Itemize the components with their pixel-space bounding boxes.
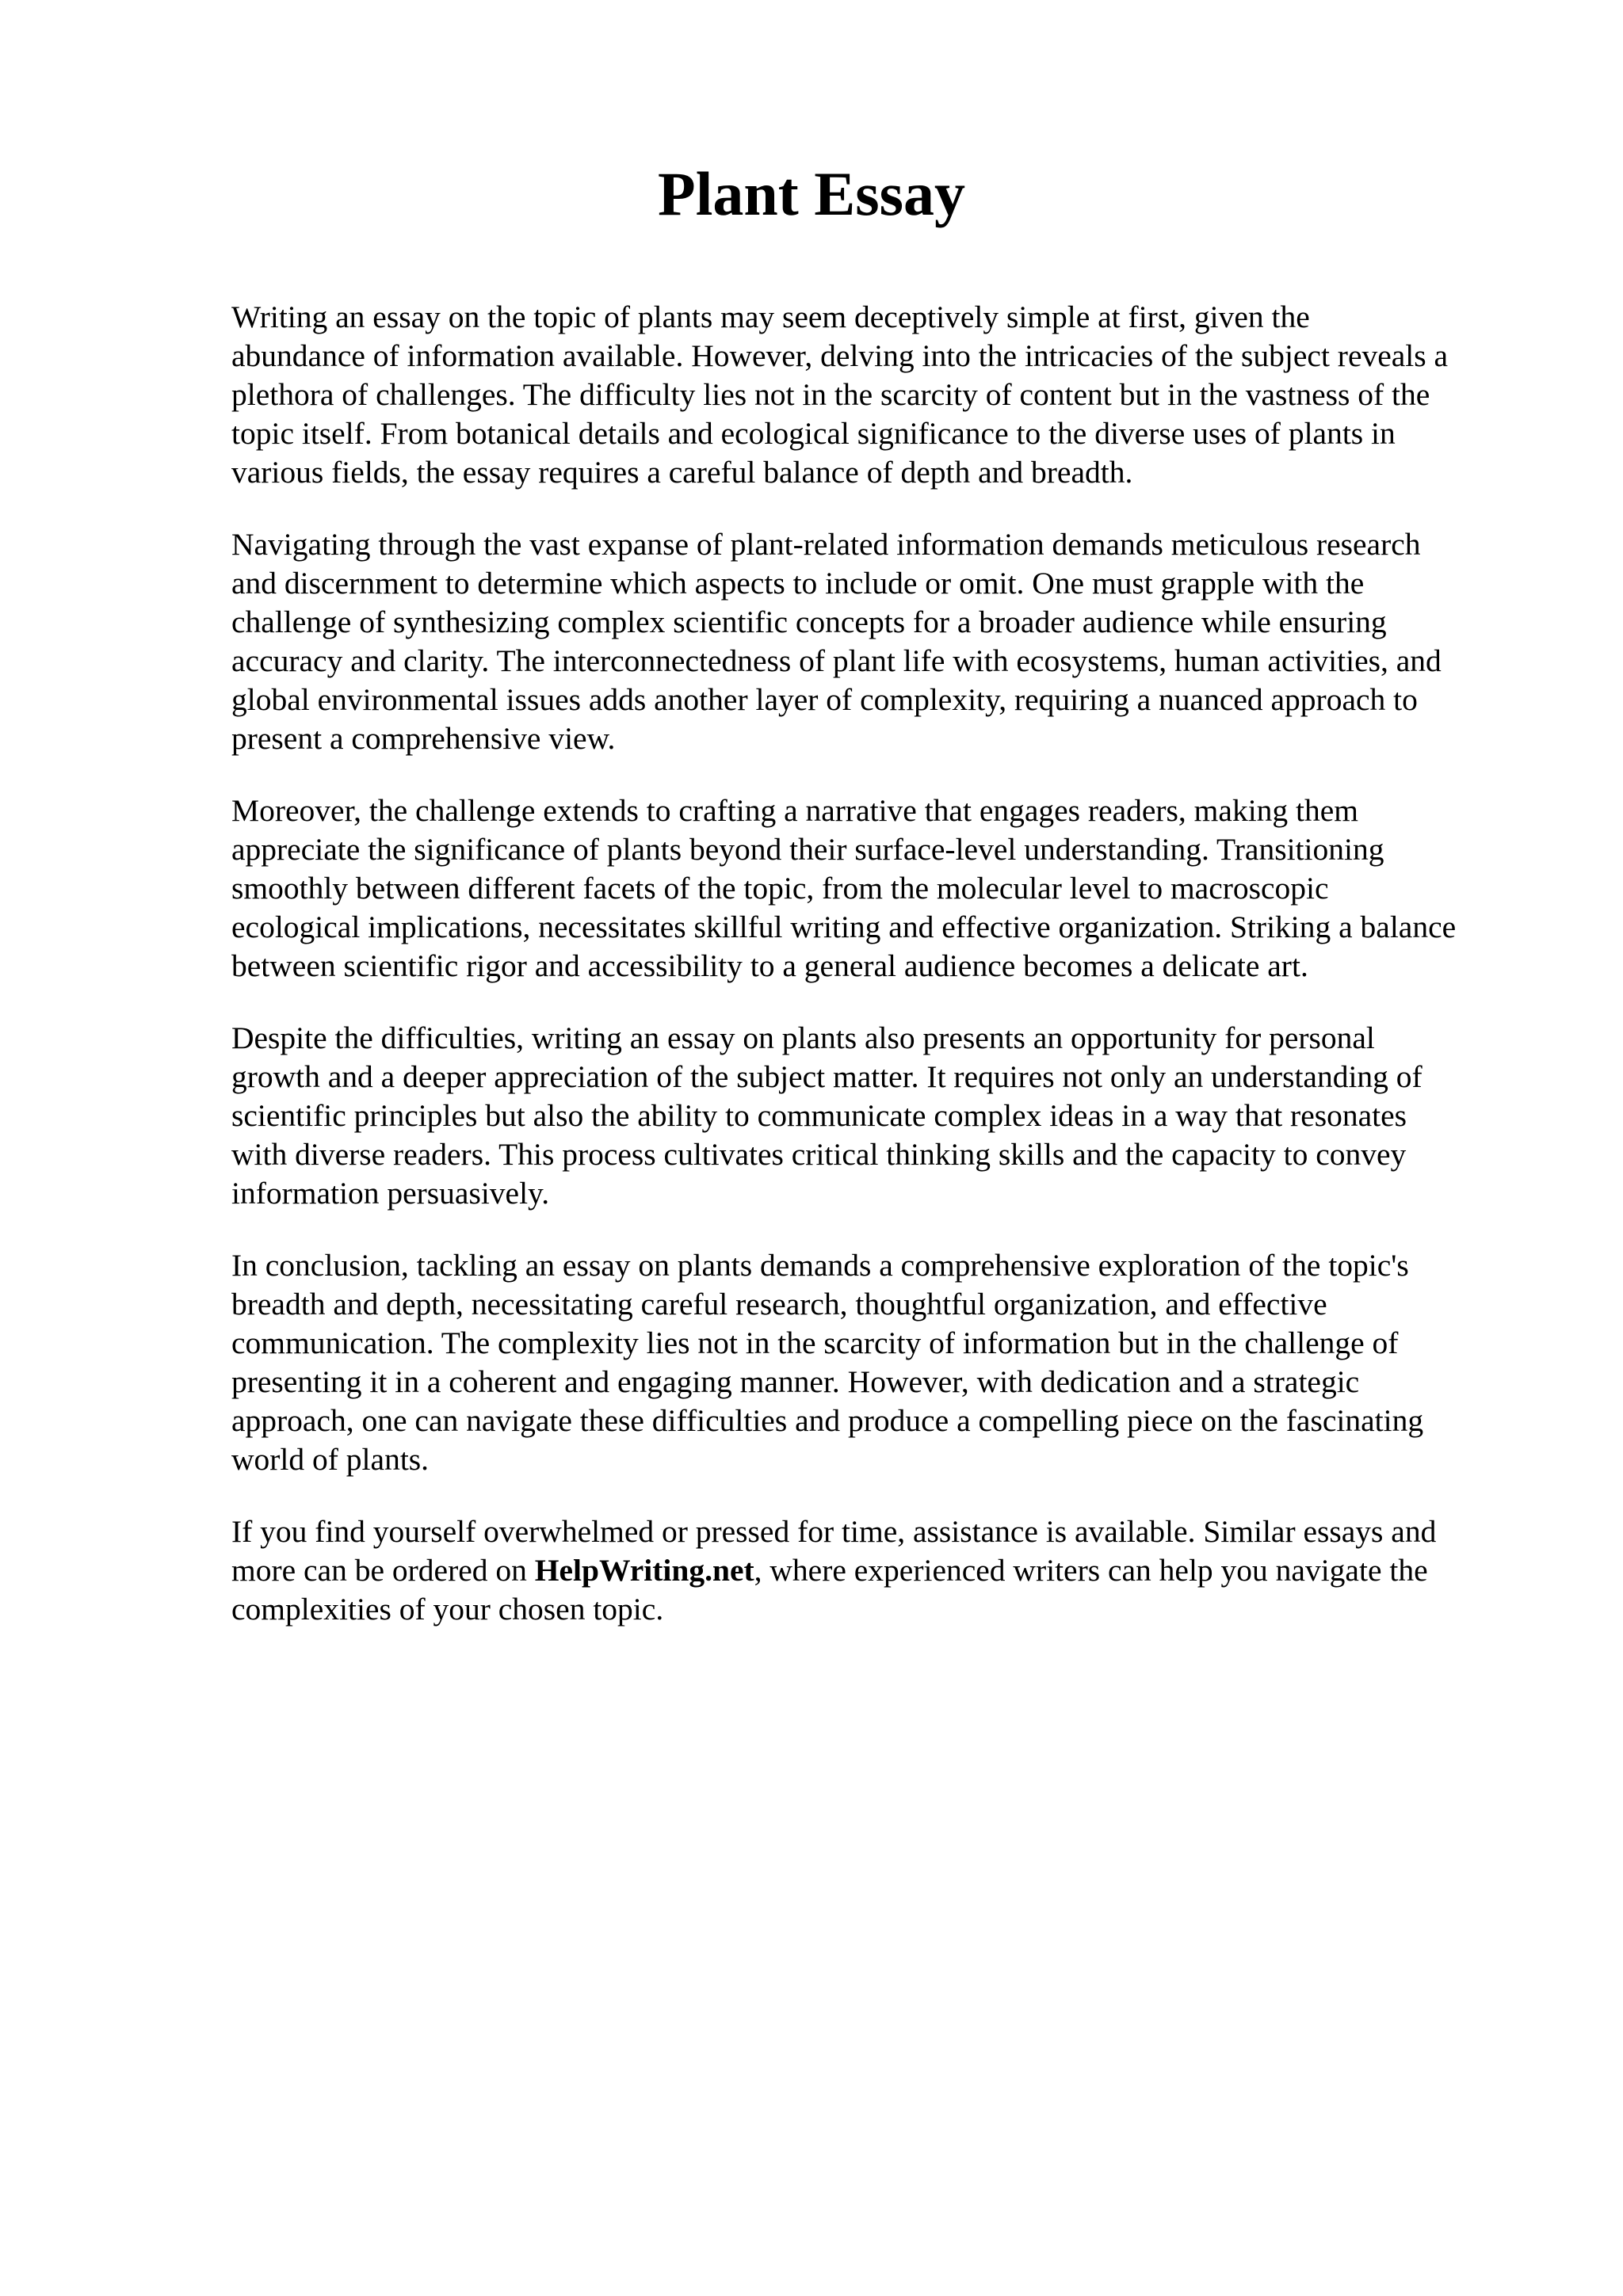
essay-body: [231, 298, 1531, 1662]
paragraph-3: [231, 791, 1531, 986]
text-line: abundance of information available. However, delving into the intricacies of the subject reveals a: [231, 338, 1449, 373]
text-line: Despite the difficulties, writing an essay on plants also presents an opportunity for personal: [231, 1020, 1375, 1055]
text-line: scientific principles but also the ability to communicate complex ideas in a way that resonates: [231, 1098, 1407, 1133]
closing-paragraph: [231, 1512, 1531, 1629]
text-line: Writing an essay on the topic of plants may seem deceptively simple at first, given the: [231, 299, 1310, 334]
text-line: world of plants.: [231, 1442, 430, 1477]
text-line: presenting it in a coherent and engaging manner. However, with dedication and a strategic: [231, 1364, 1360, 1399]
text-line: growth and a deeper appreciation of the subject matter. It requires not only an understanding of: [231, 1059, 1423, 1094]
text-line: information persuasively.: [231, 1176, 550, 1211]
text-line: between scientific rigor and accessibility to a general audience becomes a delicate art.: [231, 948, 1308, 983]
text-line: and discernment to determine which aspects to include or omit. One must grapple with the: [231, 566, 1365, 601]
text-line: plethora of challenges. The difficulty lies not in the scarcity of content but in the vastness of the: [231, 377, 1430, 412]
text-line: topic itself. From botanical details and ecological significance to the diverse uses of plants in: [231, 416, 1396, 451]
text-line: complexities of your chosen topic.: [231, 1592, 664, 1627]
helpwriting-brand-link[interactable]: HelpWriting.net: [534, 1553, 754, 1588]
text-line: ecological implications, necessitates skillful writing and effective organization. Striking a balance: [231, 910, 1457, 944]
text-line-with-link: [231, 1551, 1531, 1590]
text-line: with diverse readers. This process cultivates critical thinking skills and the capacity to convey: [231, 1137, 1407, 1172]
text-line: Moreover, the challenge extends to crafting a narrative that engages readers, making them: [231, 793, 1359, 828]
paragraph-1: [231, 298, 1531, 492]
paragraph-4: [231, 1019, 1531, 1213]
text-line: breadth and depth, necessitating careful research, thoughtful organization, and effective: [231, 1287, 1327, 1322]
text-line: challenge of synthesizing complex scientific concepts for a broader audience while ensuring: [231, 605, 1387, 639]
text-line: present a comprehensive view.: [231, 721, 616, 756]
page-title: Plant Essay: [658, 159, 965, 228]
paragraph-2: [231, 525, 1531, 758]
text-line: accuracy and clarity. The interconnectedness of plant life with ecosystems, human activities, and: [231, 643, 1442, 678]
text-line: approach, one can navigate these difficulties and produce a compelling piece on the fascinating: [231, 1403, 1424, 1438]
text-line: If you find yourself overwhelmed or pressed for time, assistance is available. Similar essays and: [231, 1514, 1437, 1549]
text-line: In conclusion, tackling an essay on plants demands a comprehensive exploration of the topic's: [231, 1248, 1409, 1283]
text-line: Navigating through the vast expanse of plant-related information demands meticulous research: [231, 527, 1421, 562]
text-line: various fields, the essay requires a careful balance of depth and breadth.: [231, 455, 1133, 490]
text-line: communication. The complexity lies not in the scarcity of information but in the challenge of: [231, 1325, 1399, 1360]
text-line: global environmental issues adds another layer of complexity, requiring a nuanced approach to: [231, 682, 1418, 717]
text-line: appreciate the significance of plants beyond their surface-level understanding. Transitioning: [231, 832, 1384, 867]
text-line: smoothly between different facets of the topic, from the molecular level to macroscopic: [231, 871, 1329, 906]
paragraph-5: [231, 1246, 1531, 1479]
closing-text-after: , where experienced writers can help you navigate the: [754, 1553, 1428, 1588]
closing-text-before: more can be ordered on: [231, 1553, 535, 1588]
